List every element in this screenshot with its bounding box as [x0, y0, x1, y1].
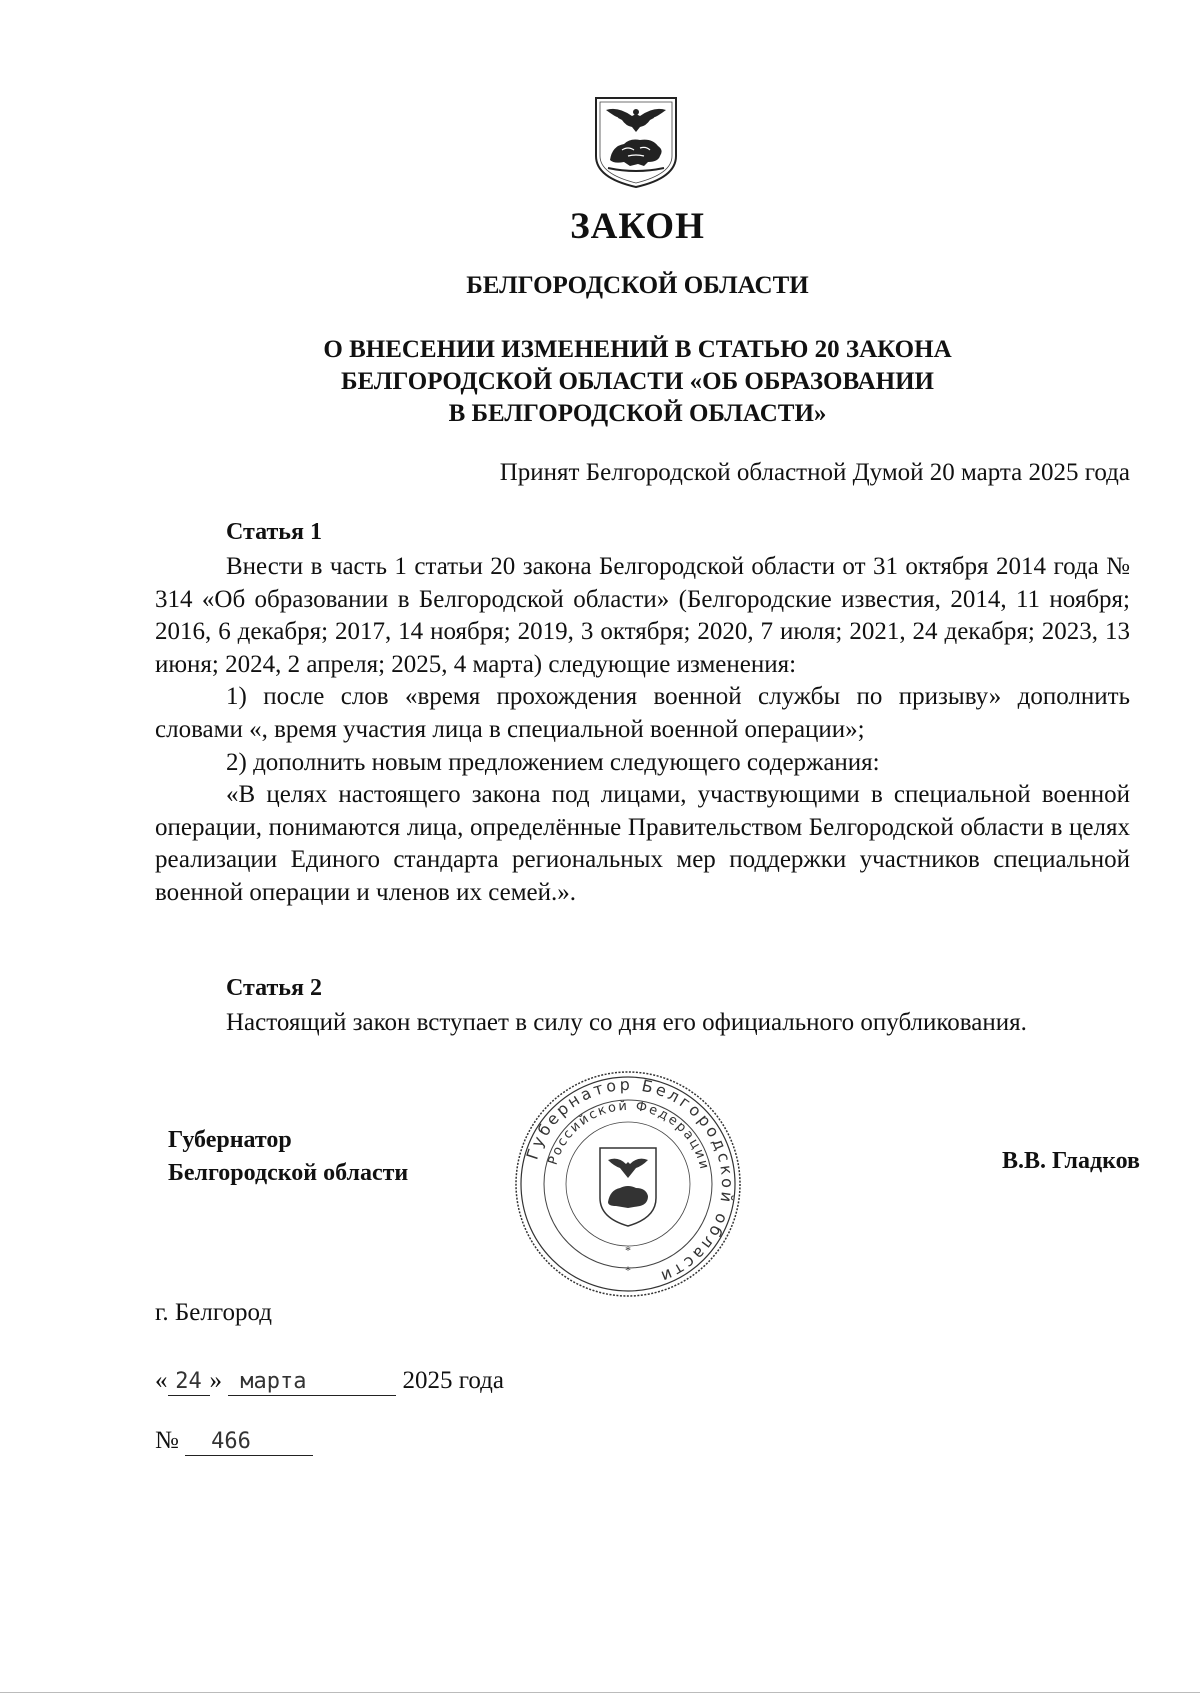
- article-1-quote: «В целях настоящего закона под лицами, участвующими в специальной военной операции, понимаются лица, определённые Правительством Белгородской области в целях реализации Единого стандарта региональных мер поддержки участников специальной военной операции и членов их семей.».: [155, 781, 1130, 906]
- number-prefix: №: [155, 1427, 179, 1454]
- article-2-heading: Статья 2: [226, 975, 322, 1001]
- official-seal: [512, 1068, 744, 1300]
- date-day-field: 24: [168, 1369, 210, 1396]
- signatory-title-line: Губернатор: [168, 1127, 292, 1153]
- adoption-note: Принят Белгородской областной Думой 20 марта 2025 года: [499, 459, 1130, 486]
- article-1-item-1: 1) после слов «время прохождения военной службы по призыву» дополнить словами «, время участия лица в специальной военной операции»;: [155, 683, 1130, 743]
- date-year: 2025 года: [402, 1367, 504, 1394]
- seal-outer-text: Губернатор Белгородской области: [522, 1074, 738, 1288]
- document-title: ЗАКОН: [570, 206, 705, 247]
- signatory-title: [168, 1124, 408, 1190]
- place-of-signing: г. Белгород: [155, 1299, 272, 1326]
- law-number: [155, 1427, 313, 1456]
- number-field: 466: [185, 1429, 313, 1456]
- scan-bottom-edge: [0, 1692, 1200, 1693]
- article-1-item-2: 2) дополнить новым предложением следующего содержания:: [226, 748, 880, 776]
- signing-date: [155, 1367, 504, 1396]
- document-region: БЕЛГОРОДСКОЙ ОБЛАСТИ: [466, 272, 809, 299]
- article-2-body: [155, 1007, 1130, 1040]
- document-subject: [0, 334, 1200, 430]
- article-2-text: Настоящий закон вступает в силу со дня его официального опубликования.: [226, 1009, 1027, 1036]
- signatory-title-line: Белгородской области: [168, 1160, 409, 1186]
- article-1-body: [155, 551, 1130, 910]
- seal-inner-text: Российской Федерации: [545, 1098, 712, 1173]
- svg-text:*: *: [625, 1263, 631, 1277]
- date-month-field: марта: [228, 1369, 396, 1396]
- date-close-quote: »: [209, 1367, 222, 1394]
- svg-text:*: *: [625, 1243, 631, 1257]
- article-1-heading: Статья 1: [226, 519, 322, 545]
- signatory-name: В.В. Гладков: [1001, 1148, 1140, 1174]
- subject-line: В БЕЛГОРОДСКОЙ ОБЛАСТИ»: [448, 400, 827, 427]
- subject-line: БЕЛГОРОДСКОЙ ОБЛАСТИ «ОБ ОБРАЗОВАНИИ: [340, 368, 934, 395]
- coat-of-arms-emblem: [588, 94, 684, 190]
- subject-line: О ВНЕСЕНИИ ИЗМЕНЕНИЙ В СТАТЬЮ 20 ЗАКОНА: [323, 336, 952, 363]
- date-open-quote: «: [155, 1367, 168, 1394]
- article-1-intro: Внести в часть 1 статьи 20 закона Белгородской области от 31 октября 2014 года № 314 «Об образовании в Белгородской области» (Белгородские известия, 2014, 11 ноября; 2016, 6 декабря; 2017, 14 ноября; 2019, 3 октября; 2020, 7 июля; 2021, 24 декабря; 2023, 13 июня; 2024, 2 апреля; 2025, 4 марта) следующие изменения:: [155, 553, 1130, 678]
